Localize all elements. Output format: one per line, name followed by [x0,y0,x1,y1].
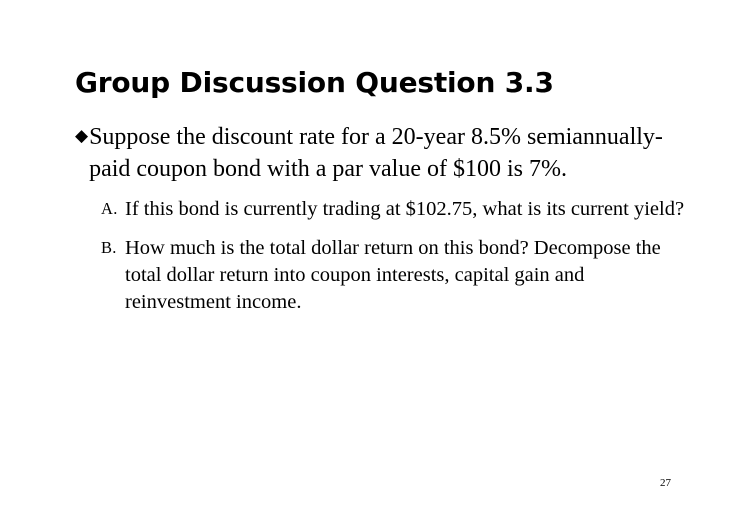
sub-item-marker: B. [101,237,117,257]
sub-item-text: If this bond is currently trading at $102.75, what is its current yield? [125,198,685,221]
sub-item-text: How much is the total dollar return on this bond? Decompose the total dollar return into coupon interests, capital gain and reinvestment income. [125,236,661,314]
diamond-bullet-icon: ◆ [75,126,89,145]
main-bullet [75,122,685,185]
list-item [101,235,685,317]
page-number: 27 [660,477,671,489]
slide-body [75,122,685,327]
main-bullet-text: Suppose the discount rate for a 20-year 8.5% semiannually-paid coupon bond with a par value of $100 is 7%. [89,124,663,182]
list-item [101,196,685,223]
sub-item-marker: A. [101,199,118,219]
sub-question-list [75,196,685,316]
page-title: Group Discussion Question 3.3 [75,66,554,99]
